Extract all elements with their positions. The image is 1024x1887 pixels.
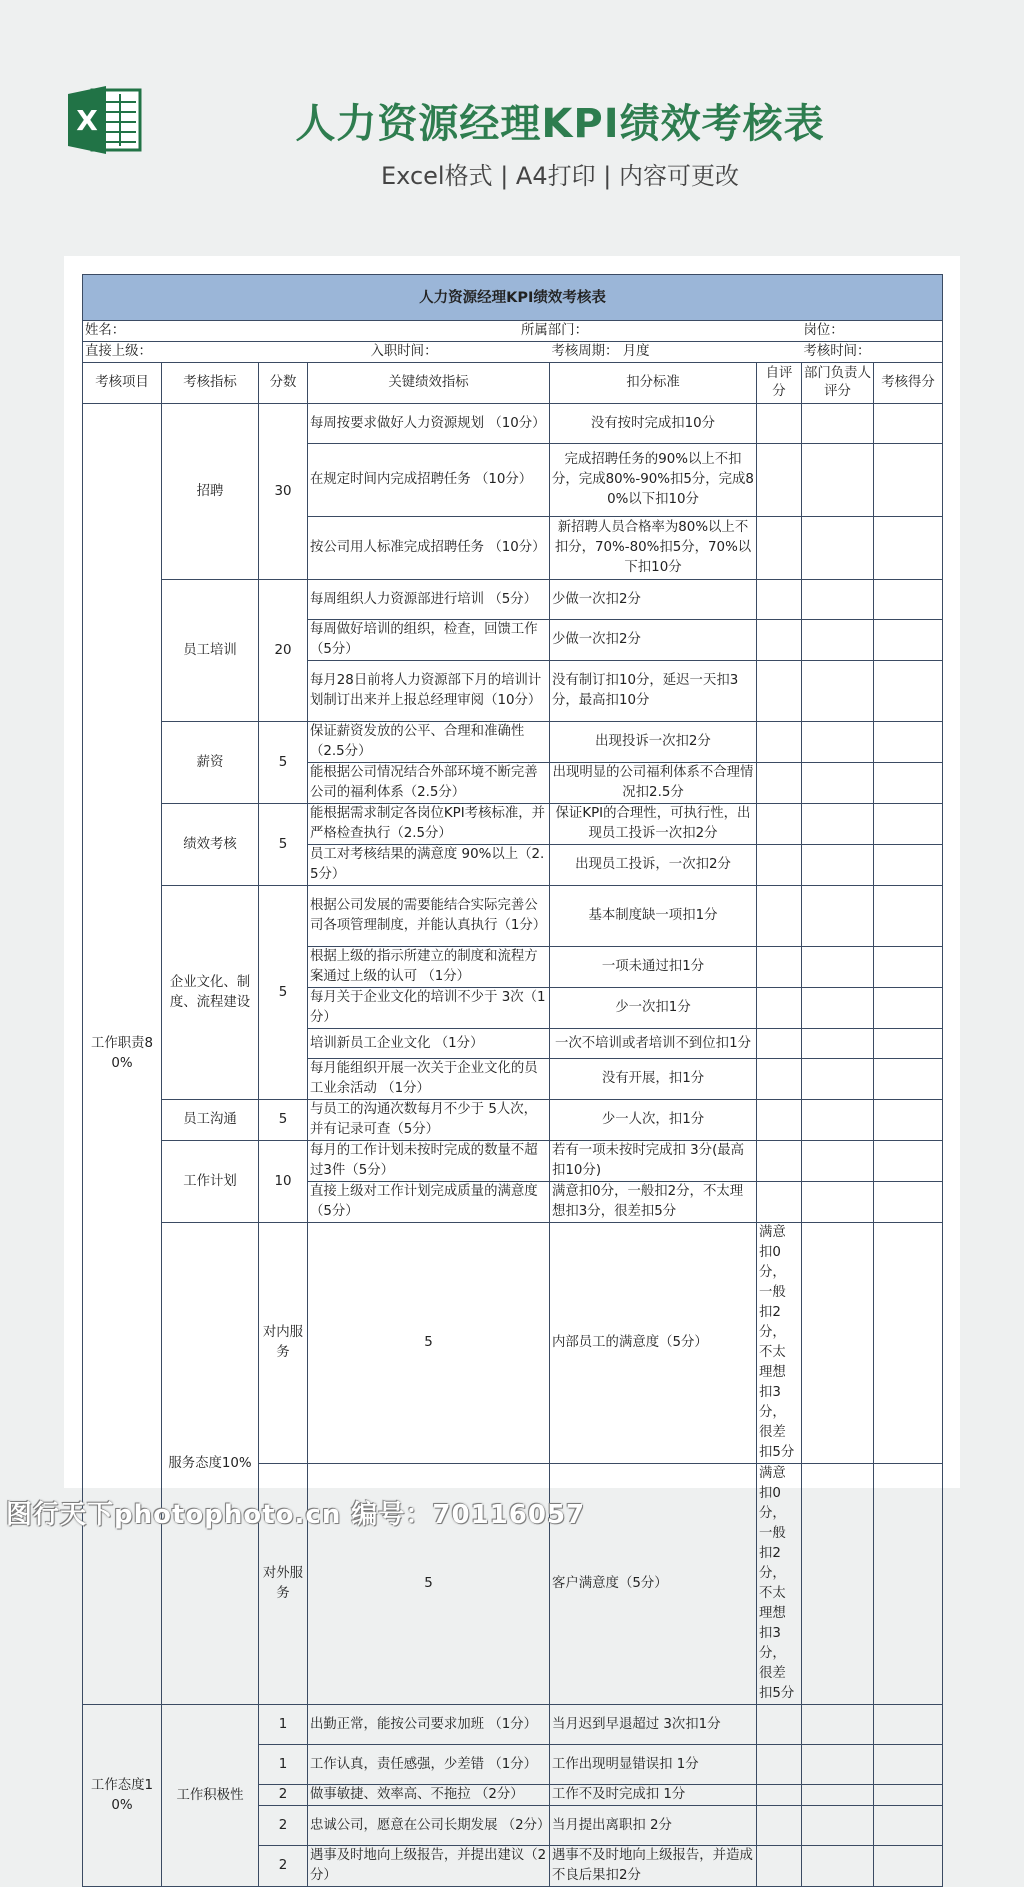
kpi-cell: 每周组织人力资源部进行培训 （5分） [308,580,550,620]
header-final-score: 考核得分 [874,363,943,404]
category-service: 服务态度10% [162,1223,259,1705]
deduct-cell: 工作不及时完成扣 1分 [550,1785,757,1806]
header-deduct: 扣分标准 [550,363,757,404]
self-score-cell[interactable] [757,722,802,763]
dept-head-score-cell[interactable] [802,845,874,886]
dept-head-score-cell[interactable] [802,1745,874,1785]
indicator-salary: 薪资 [162,722,259,804]
kpi-cell: 每月能组织开展一次关于企业文化的员工业余活动 （1分） [308,1059,550,1100]
self-score-cell[interactable] [757,517,802,580]
kpi-cell: 每月的工作计划未按时完成的数量不超过3件（5分） [308,1141,550,1182]
indicator-work-plan: 工作计划 [162,1141,259,1223]
deduct-cell: 少一人次，扣1分 [550,1100,757,1141]
final-score-cell[interactable] [874,580,943,620]
deduct-cell: 出现投诉一次扣2分 [550,722,757,763]
kpi-cell: 培训新员工企业文化 （1分） [308,1029,550,1059]
kpi-cell: 能根据需求制定各岗位KPI考核标准，并严格检查执行（2.5分） [308,804,550,845]
deduct-cell: 完成招聘任务的90%以上不扣分，完成80%-90%扣5分，完成80%以下扣10分 [550,444,757,517]
kpi-cell: 客户满意度（5分） [550,1464,757,1705]
dept-head-score-cell[interactable] [802,661,874,722]
dept-head-score-cell[interactable] [802,1059,874,1100]
final-score-cell[interactable] [874,1745,943,1785]
deduct-cell: 保证KPI的合理性，可执行性，出现员工投诉一次扣2分 [550,804,757,845]
self-score-cell[interactable] [757,763,802,804]
dept-head-score-cell[interactable] [802,763,874,804]
kpi-cell: 工作认真，责任感强，少差错 （1分） [308,1745,550,1785]
score-outer-service: 5 [308,1464,550,1705]
page-subtitle: Excel格式 | A4打印 | 内容可更改 [381,162,739,190]
kpi-cell: 根据上级的指示所建立的制度和流程方案通过上级的认可 （1分） [308,947,550,988]
header-self-score: 自评分 [757,363,802,404]
deduct-cell: 满意扣0分，一般扣2分，不太理想扣3分，很差扣5分 [757,1464,802,1705]
dept-head-score-cell[interactable] [802,1806,874,1846]
excel-icon-letter: X [76,104,98,137]
score-cell: 2 [259,1846,308,1887]
final-score-cell[interactable] [874,804,943,845]
kpi-cell: 每周按要求做好人力资源规划 （10分） [308,404,550,444]
deduct-cell: 当月提出离职扣 2分 [550,1806,757,1846]
final-score-cell[interactable] [874,444,943,517]
self-score-cell[interactable] [757,1745,802,1785]
indicator-culture: 企业文化、制度、流程建设 [162,886,259,1100]
self-score-cell[interactable] [757,620,802,661]
self-score-cell[interactable] [757,886,802,947]
deduct-cell: 出现员工投诉，一次扣2分 [550,845,757,886]
header-dept-head-score: 部门负责人评分 [802,363,874,404]
dept-head-score-cell[interactable] [802,947,874,988]
indicator-outer-service: 对外服务 [259,1464,308,1705]
final-score-cell[interactable] [874,661,943,722]
indicator-training: 员工培训 [162,580,259,722]
deduct-cell: 一次不培训或者培训不到位扣1分 [550,1029,757,1059]
self-score-cell[interactable] [757,947,802,988]
dept-head-score-cell[interactable] [802,620,874,661]
dept-head-score-cell[interactable] [874,1464,943,1705]
final-score-cell[interactable] [874,722,943,763]
kpi-cell: 与员工的沟通次数每月不少于 5人次，并有记录可查（5分） [308,1100,550,1141]
dept-head-score-cell[interactable] [802,1100,874,1141]
deduct-cell: 若有一项未按时完成扣 3分(最高扣10分) [550,1141,757,1182]
score-performance: 5 [259,804,308,886]
self-score-cell[interactable] [802,1464,874,1705]
deduct-cell: 没有制订扣10分，延迟一天扣3分，最高扣10分 [550,661,757,722]
deduct-cell: 出现明显的公司福利体系不合理情况扣2.5分 [550,763,757,804]
kpi-cell: 直接上级对工作计划完成质量的满意度（5分） [308,1182,550,1223]
score-training: 20 [259,580,308,722]
final-score-cell[interactable] [874,1846,943,1887]
score-cell: 2 [259,1785,308,1806]
dept-head-score-cell[interactable] [802,1705,874,1745]
self-score-cell[interactable] [757,1785,802,1806]
score-salary: 5 [259,722,308,804]
self-score-cell[interactable] [757,580,802,620]
score-inner-service: 5 [308,1223,550,1464]
deduct-cell: 当月迟到早退超过 3次扣1分 [550,1705,757,1745]
final-score-cell[interactable] [874,1705,943,1745]
info-cycle[interactable]: 考核周期： 月度 [550,342,802,363]
category-duty: 工作职责80% [83,404,162,1705]
dept-head-score-cell[interactable] [802,1846,874,1887]
self-score-cell[interactable] [757,661,802,722]
self-score-cell[interactable] [757,1059,802,1100]
self-score-cell[interactable] [757,1806,802,1846]
self-score-cell[interactable] [757,988,802,1029]
deduct-cell: 一项未通过扣1分 [550,947,757,988]
dept-head-score-cell[interactable] [802,580,874,620]
dept-head-score-cell[interactable] [802,886,874,947]
final-score-cell[interactable] [874,1141,943,1182]
score-culture: 5 [259,886,308,1100]
score-cell: 1 [259,1745,308,1785]
category-attitude: 工作态度10% [83,1705,162,1887]
deduct-cell: 满意扣0分，一般扣2分，不太理想扣3分，很差扣5分 [757,1223,802,1464]
header-item: 考核项目 [83,363,162,404]
page-header [0,0,1024,240]
deduct-cell: 少做一次扣2分 [550,620,757,661]
final-score-cell[interactable] [874,620,943,661]
dept-head-score-cell[interactable] [802,517,874,580]
header-indicator: 考核指标 [162,363,259,404]
final-score-cell[interactable] [874,517,943,580]
score-cell: 2 [259,1806,308,1846]
excel-icon [66,84,142,156]
kpi-cell: 能根据公司情况结合外部环境不断完善公司的福利体系（2.5分） [308,763,550,804]
self-score-cell[interactable] [757,444,802,517]
deduct-cell: 基本制度缺一项扣1分 [550,886,757,947]
score-cell: 1 [259,1705,308,1745]
score-communication: 5 [259,1100,308,1141]
kpi-cell: 出勤正常，能按公司要求加班 （1分） [308,1705,550,1745]
self-score-cell[interactable] [757,1182,802,1223]
score-work-plan: 10 [259,1141,308,1223]
kpi-cell: 在规定时间内完成招聘任务 （10分） [308,444,550,517]
info-entry[interactable]: 入职时间： [259,342,550,363]
final-score-cell[interactable] [874,1806,943,1846]
header-kpi: 关键绩效指标 [308,363,550,404]
dept-head-score-cell[interactable] [802,1029,874,1059]
dept-head-score-cell[interactable] [802,804,874,845]
info-post[interactable]: 岗位： [802,321,943,342]
info-eval-time[interactable]: 考核时间： [802,342,943,363]
score-recruit: 30 [259,404,308,580]
indicator-recruit: 招聘 [162,404,259,580]
self-score-cell[interactable] [757,845,802,886]
kpi-cell: 每月28日前将人力资源部下月的培训计划制订出来并上报总经理审阅（10分） [308,661,550,722]
kpi-cell: 每月关于企业文化的培训不少于 3次（1分） [308,988,550,1029]
self-score-cell[interactable] [757,1846,802,1887]
dept-head-score-cell[interactable] [802,1141,874,1182]
deduct-cell: 遇事不及时地向上级报告，并造成不良后果扣2分 [550,1846,757,1887]
indicator-communication: 员工沟通 [162,1100,259,1141]
final-score-cell[interactable] [874,404,943,444]
dept-head-score-cell[interactable] [802,988,874,1029]
kpi-table [82,274,943,1887]
self-score-cell[interactable] [757,1705,802,1745]
deduct-cell: 新招聘人员合格率为80%以上不扣分，70%-80%扣5分，70%以下扣10分 [550,517,757,580]
dept-head-score-cell[interactable] [802,404,874,444]
watermark-text: 图行天下photophoto.cn 编号：70116057 [6,1500,586,1530]
kpi-cell: 每周做好培训的组织，检查，回馈工作（5分） [308,620,550,661]
header-score: 分数 [259,363,308,404]
final-score-cell[interactable] [874,1029,943,1059]
indicator-performance: 绩效考核 [162,804,259,886]
kpi-cell: 内部员工的满意度（5分） [550,1223,757,1464]
final-score-cell[interactable] [874,886,943,947]
final-score-cell[interactable] [874,1182,943,1223]
final-score-cell[interactable] [874,1100,943,1141]
dept-head-score-cell[interactable] [802,444,874,517]
kpi-cell: 根据公司发展的需要能结合实际完善公司各项管理制度，并能认真执行（1分） [308,886,550,947]
kpi-cell: 做事敏捷、效率高、不拖拉 （2分） [308,1785,550,1806]
kpi-cell: 保证薪资发放的公平、合理和准确性（2.5分） [308,722,550,763]
self-score-cell[interactable] [757,404,802,444]
deduct-cell: 少做一次扣2分 [550,580,757,620]
info-superior[interactable]: 直接上级： [83,342,259,363]
deduct-cell: 没有按时完成扣10分 [550,404,757,444]
self-score-cell[interactable] [757,1141,802,1182]
final-score-cell[interactable] [874,763,943,804]
deduct-cell: 满意扣0分，一般扣2分，不太理想扣3分，很差扣5分 [550,1182,757,1223]
final-score-cell[interactable] [874,845,943,886]
deduct-cell: 工作出现明显错误扣 1分 [550,1745,757,1785]
kpi-cell: 按公司用人标准完成招聘任务 （10分） [308,517,550,580]
dept-head-score-cell[interactable] [802,722,874,763]
self-score-cell[interactable] [757,1029,802,1059]
self-score-cell[interactable] [802,1223,874,1464]
self-score-cell[interactable] [757,1100,802,1141]
indicator-positivity: 工作积极性 [162,1705,259,1887]
final-score-cell[interactable] [874,1059,943,1100]
final-score-cell[interactable] [874,947,943,988]
dept-head-score-cell[interactable] [802,1785,874,1806]
indicator-inner-service: 对内服务 [259,1223,308,1464]
dept-head-score-cell[interactable] [874,1223,943,1464]
info-dept[interactable]: 所属部门： [308,321,802,342]
final-score-cell[interactable] [874,988,943,1029]
deduct-cell: 没有开展，扣1分 [550,1059,757,1100]
dept-head-score-cell[interactable] [802,1182,874,1223]
page-title: 人力资源经理KPI绩效考核表 [295,101,825,147]
kpi-cell: 忠诚公司，愿意在公司长期发展 （2分） [308,1806,550,1846]
self-score-cell[interactable] [757,804,802,845]
kpi-cell: 员工对考核结果的满意度 90%以上（2.5分） [308,845,550,886]
kpi-cell: 遇事及时地向上级报告，并提出建议（2分） [308,1846,550,1887]
sheet-title: 人力资源经理KPI绩效考核表 [83,275,943,321]
info-name[interactable]: 姓名： [83,321,308,342]
deduct-cell: 少一次扣1分 [550,988,757,1029]
final-score-cell[interactable] [874,1785,943,1806]
